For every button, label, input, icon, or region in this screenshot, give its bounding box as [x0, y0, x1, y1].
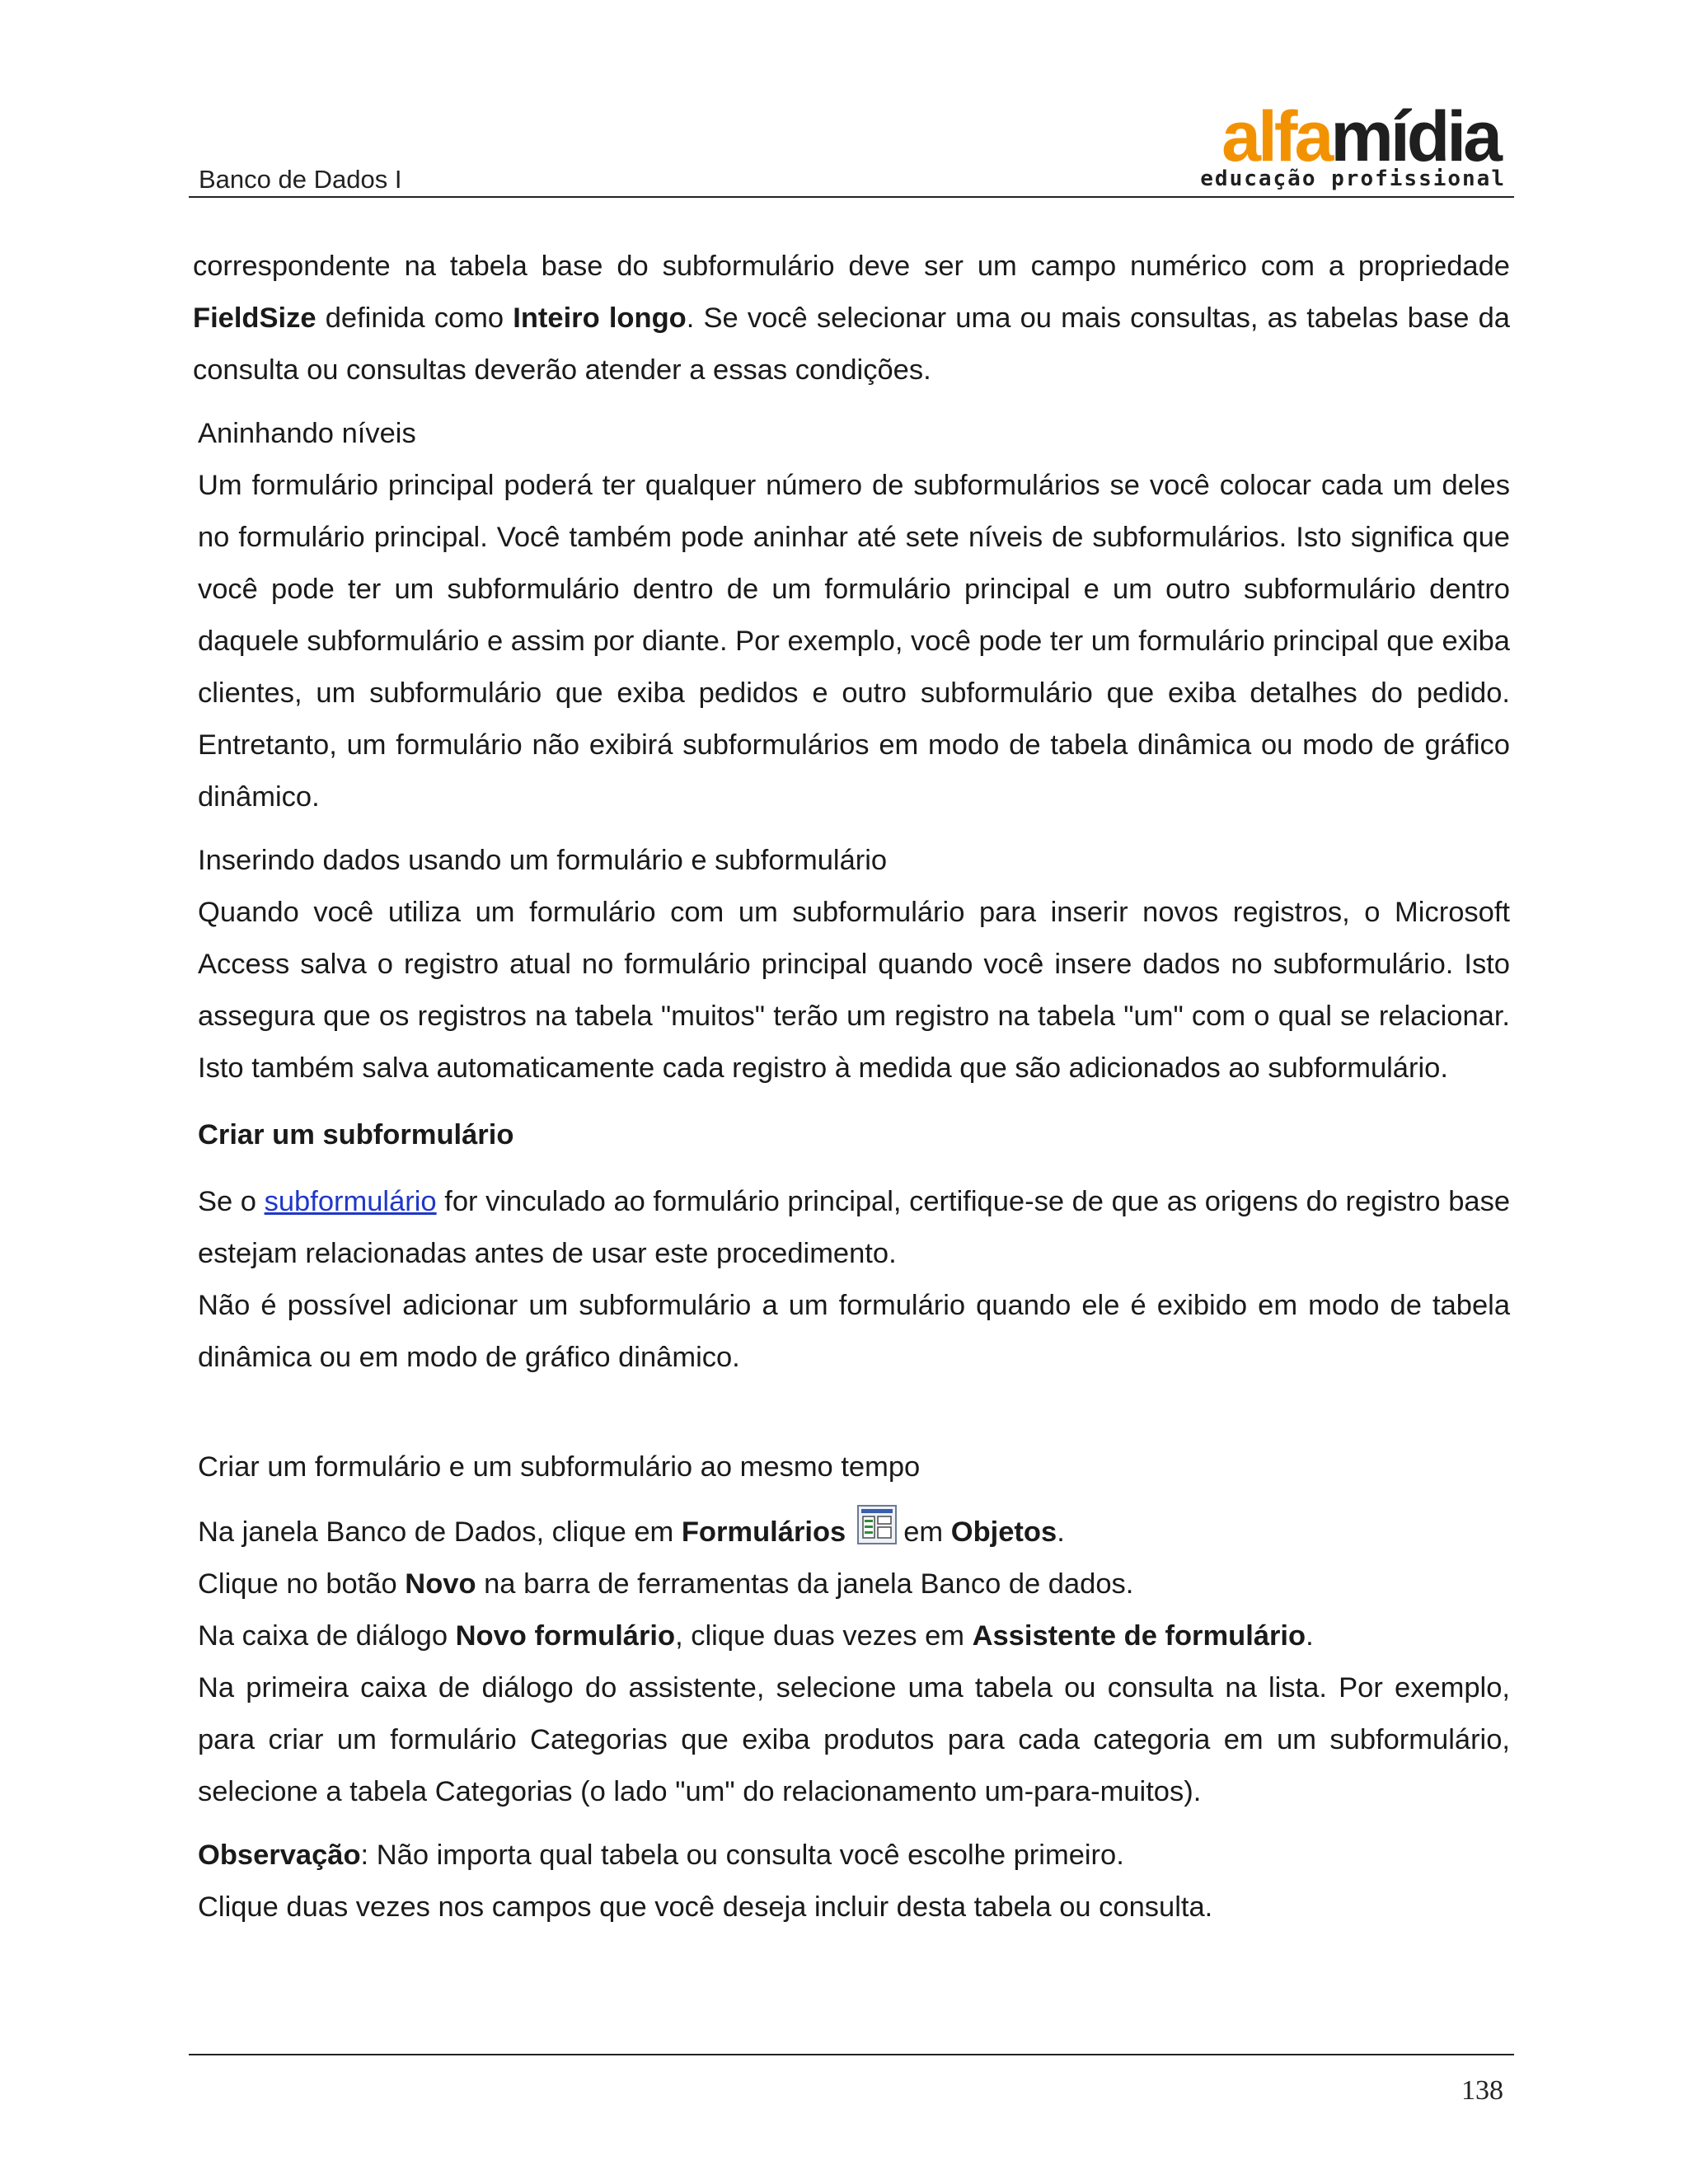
step-clique-campos: Clique duas vezes nos campos que você deseja incluir desta tabela ou consulta.: [198, 1891, 1213, 1923]
text-run: Na caixa de diálogo: [198, 1620, 456, 1652]
page-number: 138: [1461, 2075, 1503, 2106]
text-run: Clique no botão: [198, 1568, 406, 1600]
text-run: definida como: [316, 302, 513, 334]
bold-assistente: Assistente de formulário: [972, 1620, 1306, 1652]
note-observacao: [193, 1830, 1510, 1882]
heading-criar-subformulario: Criar um subformulário: [198, 1119, 514, 1151]
page-header: [189, 0, 1514, 201]
header-divider: [189, 196, 1514, 198]
logo-wordmark: [1221, 97, 1499, 176]
paragraph-vinculado: [193, 1176, 1510, 1280]
step-novo: [193, 1558, 1510, 1610]
bold-novo-formulario: Novo formulário: [455, 1620, 676, 1652]
alfamidia-logo: [1198, 97, 1514, 196]
form-icon: [857, 1505, 897, 1544]
paragraph-fieldsize: [193, 241, 1510, 396]
heading-aninhando-niveis: Aninhando níveis: [198, 418, 416, 449]
text-run: Na janela Banco de Dados, clique em: [198, 1516, 682, 1548]
text-run: . Se você selecionar uma ou mais consultas, as tabelas base da consulta ou consultas deverão atender a essas condições.: [193, 302, 1510, 386]
text-run: , clique duas vezes em: [675, 1620, 973, 1652]
text-run: .: [1306, 1620, 1314, 1652]
step-formularios: [193, 1505, 1510, 1558]
bold-objetos: Objetos: [950, 1516, 1057, 1548]
header-title: Banco de Dados I: [199, 165, 402, 194]
bold-fieldsize: FieldSize: [193, 302, 316, 334]
footer-divider: [189, 2054, 1514, 2055]
logo-tagline: educação profissional: [1200, 166, 1506, 191]
text-run: for vinculado ao formulário principal, certifique-se de que as origens do registro base estejam relacionadas antes de usar este procedimento.: [198, 1186, 1511, 1269]
text-run: correspondente na tabela base do subformulário deve ser um campo numérico com a propriedade: [193, 251, 1510, 282]
text-run: : Não importa qual tabela ou consulta você escolhe primeiro.: [360, 1840, 1124, 1871]
heading-criar-mesmo-tempo: Criar um formulário e um subformulário ao mesmo tempo: [198, 1451, 921, 1483]
text-run: em: [903, 1516, 951, 1548]
logo-midia: mídia: [1330, 97, 1499, 176]
paragraph-inserindo: Quando você utiliza um formulário com um subformulário para inserir novos registros, o Microsoft Access salva o registro atual no formulário principal quando você insere dados no subformulário. Isto assegura que os registros na tabela "muitos" terão um registro na tabela "um" com o qual se relacionar. Isto também salva automaticamente cada registro à medida que são adicionados ao subformulário.: [198, 897, 1510, 1084]
bold-observacao: Observação: [198, 1840, 361, 1871]
logo-alfa: alfa: [1221, 97, 1331, 176]
bold-formularios: Formulários: [681, 1516, 846, 1548]
step-novo-formulario: [193, 1610, 1510, 1662]
bold-novo: Novo: [405, 1568, 476, 1600]
heading-inserindo-dados: Inserindo dados usando um formulário e subformulário: [198, 845, 888, 876]
page-content: [193, 241, 1510, 1933]
text-run: Se o: [198, 1186, 265, 1217]
paragraph-aninhando: Um formulário principal poderá ter qualquer número de subformulários se você colocar cada um deles no formulário principal. Você também pode aninhar até sete níveis de subformulários. Isto significa que você pode ter um subformulário dentro de um formulário principal e um outro subformulário dentro daquele subformulário e assim por diante. Por exemplo, você pode ter um formulário principal que exiba clientes, um subformulário que exiba pedidos e outro subformulário que exiba detalhes do pedido. Entretanto, um formulário não exibirá subformulários em modo de tabela dinâmica ou modo de gráfico dinâmico.: [198, 470, 1510, 813]
text-run: na barra de ferramentas da janela Banco de dados.: [476, 1568, 1134, 1600]
paragraph-nao-possivel: Não é possível adicionar um subformulário a um formulário quando ele é exibido em modo de tabela dinâmica ou em modo de gráfico dinâmico.: [198, 1290, 1510, 1373]
subformulario-link[interactable]: subformulário: [264, 1186, 437, 1217]
text-run: .: [1057, 1516, 1065, 1548]
bold-inteiro-longo: Inteiro longo: [513, 302, 687, 334]
step-primeira-caixa: Na primeira caixa de diálogo do assistente, selecione uma tabela ou consulta na lista. Por exemplo, para criar um formulário Categorias que exiba produtos para cada categoria em um subformulário, selecione a tabela Categorias (o lado "um" do relacionamento um-para-muitos).: [198, 1672, 1510, 1807]
